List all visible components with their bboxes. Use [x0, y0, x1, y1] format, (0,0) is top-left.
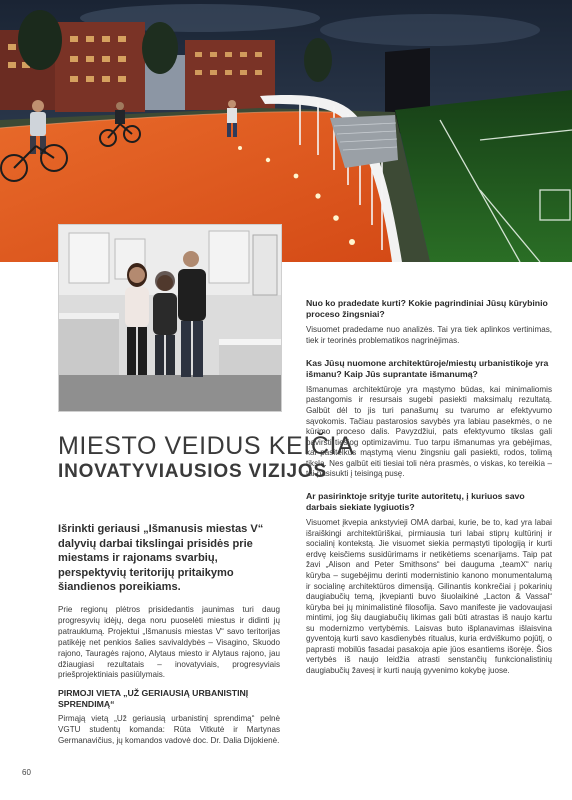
page-number: 60: [22, 768, 31, 777]
hero-architectural-render: [0, 0, 572, 262]
interview-question: Nuo ko pradedate kurti? Kokie pagrindiniai Jūsų kūrybinio proceso žingsniai?: [306, 298, 548, 320]
headline-line-1: MIESTO VEIDUS KEIČIA: [58, 432, 355, 460]
article-headline: [58, 432, 355, 484]
interview-question: Kas Jūsų nuomone architektūroje/miestų urbanistikoje yra išmanu? Kaip Jūs suprantate išmanumą?: [306, 357, 549, 379]
interview-column: [306, 298, 552, 687]
team-photo-graphic: [59, 225, 281, 411]
interview-answer: Visuomet įkvepia ankstyvieji OMA darbai, kurie, be to, kad yra labai išraiškingi architektūriškai, pirmiausia turi labai stiprų kultūrinį ir socialinį kontekstą. Jie visuomet siekia permąstyti tipologiją ir kurti erdvę keisčiems susidūrimams ir netikėtiems scenarijams. Taip pat žavi „Alison and Peter Smithsons“ bei dauguma „teamX“ narių kūryba – sugebėjimu derinti modernistinio kanono monumentalumą ir socialinę architektūros dimensiją. Gilinantis konkrečiai į pokarinių daugiabučių temą, įkvepianti buvo šiuolaikinė „Lacton & Vassal“ kūryba bei jų minimalistinė filosofija. Savo manifeste jie vadovaujasi mintimi, jog šių daugiabučių likimas gali būti atrastas iš naujo kartu su modernizmo vertybėmis. Laisvas buto išplanavimas išlaisvina gyventoją kurti savo kasdienybės ritualus, kuria erdviškumo pojūtį, o paprasti mobilūs fasadai pasakoja apie jūos esantiems išorėje. Šios vertybės iš naujo leidžia atrasti senstančių funkcionalistinių daugiabučių žavesį ir kurti naują gyvenimo kokybę juose.: [306, 518, 552, 675]
lead-paragraph: Išrinkti geriausi „Išmanusis miestas V“ dalyvių darbai tikslingai prisidės prie miestams ir rajonams svarbių, perspektyvių teritorijų pritaikymo šiandienos poreikiams.: [58, 523, 264, 594]
interview-question: Ar pasirinktoje srityje turite autoritetų, į kuriuos savo darbais siekiate lygiuotis?: [306, 490, 525, 513]
interview-answer: Išmanumas architektūroje yra mąstymo būdas, kai minimaliomis pastangomis ir resursais sugebi pasiekti maksimalų rezultatą. Galbūt dėl to jis turi panašumų su tvarumo ar efektyvumo sąvokomis. Tačiau pastarosios savybės yra labiau pasekmės, o ne kūrimo proceso dalis. Pavyzdžiui, pats efektyvumo tikslas gali pavirsti tiesiog optimizavimu. Tuo tarpu išmanumas yra gebėjimas, kai pasitelkus mąstymą vienu žingsniu gali pasiekti, rodos, tolimą tikslą. Nes galbūt eiti tiesiai toli nėra prasmės, o viskas, ko tereikia – tai pasisukti į teisingą pusę.: [306, 384, 552, 479]
interview-answer: Visuomet pradedame nuo analizės. Tai yra tiek aplinkos vertinimas, tiek ir teorinės problematikos nagrinėjimas.: [306, 325, 552, 345]
left-column: [58, 522, 280, 754]
section-body-first-place: Pirmąją vietą „Už geriausią urbanistinį sprendimą“ pelnė VGTU studentų komanda: Rūta Vitkutė ir Martynas Germanavičius, jų komandos vadovė doc. Dr. Dalia Dijokienė.: [58, 714, 280, 746]
team-photo: [58, 224, 282, 412]
headline-line-2: INOVATYVIAUSIOS VIZIJOS: [58, 461, 327, 482]
hero-render-graphic: [0, 0, 572, 262]
section-heading-first-place: PIRMOJI VIETA „UŽ GERIAUSIĄ URBANISTINĮ SPRENDIMĄ“: [58, 688, 249, 710]
intro-paragraph: Prie regionų plėtros prisidedantis jaunimas turi daug progresyvių idėjų, dega noru puoselėti miestus ir didinti jų patrauklumą. Projektui „Išmanusis miestas V“ savo teritorijas patikėję net penkios šalies savivaldybės – Visagino, Skuodo rajono, Tauragės rajono, Alytaus miesto ir Alytaus rajono, jau džiaugiasi rezultatais – inovatyviais, progresyviais priešprojektiniais pasiūlymais.: [58, 604, 280, 680]
